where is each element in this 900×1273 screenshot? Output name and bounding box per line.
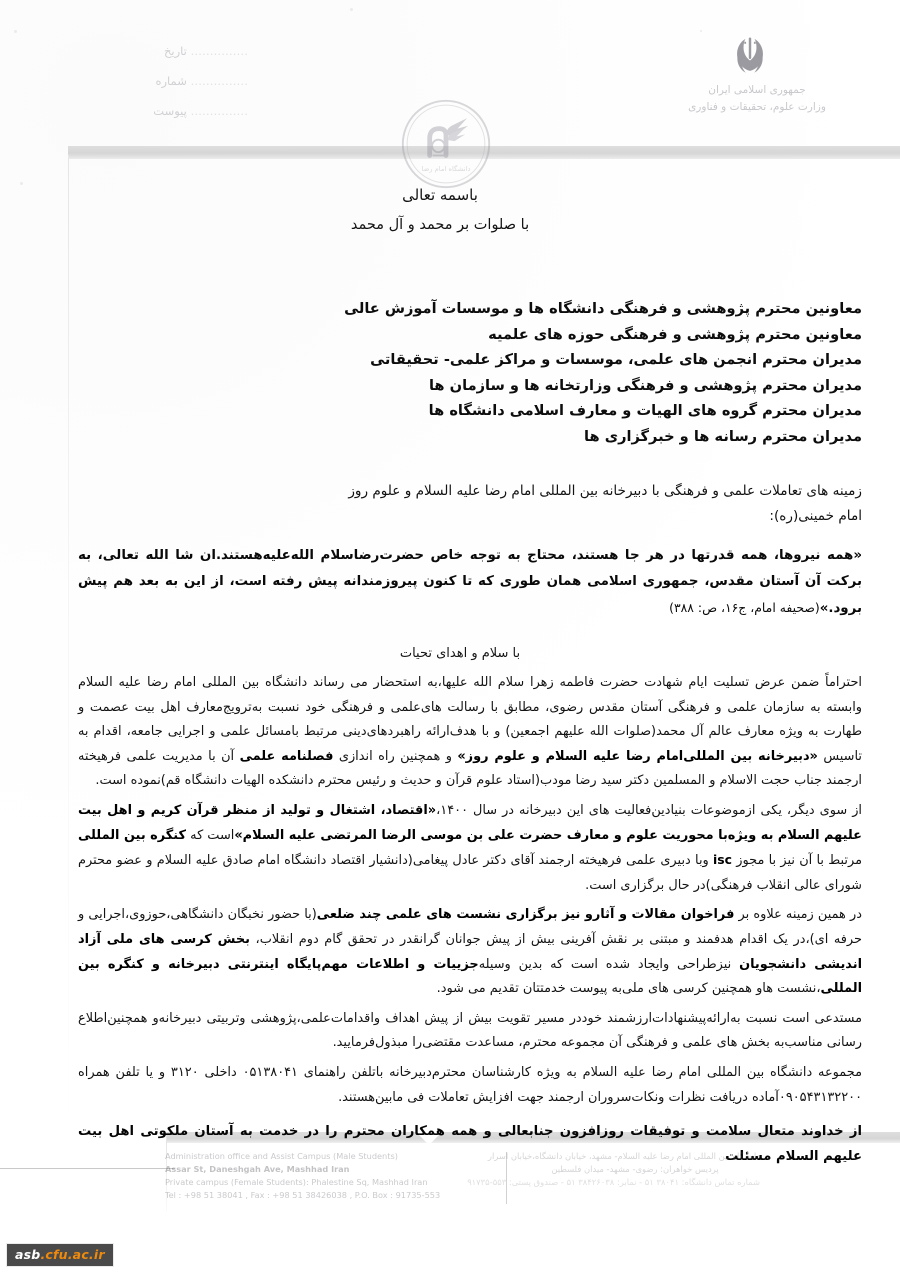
emphasis-run: بخش کرسی های ملی آزاد اندیشی دانشجویان xyxy=(78,931,862,972)
text-run: از سوی دیگر، یکی از‌موضوعات بنیادین‌فعالیت های این دبیرخانه در سال ۱۴۰۰، xyxy=(436,802,862,818)
recipient-line: معاونین محترم پژوهشی و فرهنگی حوزه های علمیه xyxy=(488,325,862,343)
scan-paper-edge-left xyxy=(68,155,69,1135)
scan-speck xyxy=(20,182,23,185)
text-run: احتراماً ضمن عرض تسلیت ایام شهادت حضرت فاطمه زهرا سلام الله علیها،به استحضار می رساند دانشگاه بین المللی امام رضا علیه السلام وابسته به سازمان علمی و فرهنگی آستان مقدس رضوی، مطابق با رسالت های‌علمی و فرهنگی خود نسبت به‌ترویج‌معارف اهل بیت عصمت و طهارت به ویژه معارف عالم آل محمد(صلوات الله علیهم اجمعین) و با هدف‌ارائه راهبردهای‌دینی مرتبط بامسائل علمی و اجرایی جامعه، اقدام به تاسیس xyxy=(78,675,862,764)
invocation-line-1: باسمه تعالی xyxy=(402,186,478,204)
footer-address-en xyxy=(165,1150,495,1202)
footer-en-line: Assar St, Daneshgah Ave, Mashhad Iran xyxy=(165,1164,350,1174)
text-run: و همچنین راه اندازی xyxy=(333,748,458,764)
emphasis-run: فصلنامه علمی xyxy=(239,748,334,764)
emphasis-run: فراخوان مقالات و آثار xyxy=(592,907,735,923)
recipient-line: معاونین محترم پژوهشی و فرهنگی دانشگاه ها و موسسات آموزش عالی xyxy=(344,300,862,317)
imam-khomeini-quote xyxy=(78,543,862,622)
watermark-prefix: asb xyxy=(15,1247,41,1262)
emphasis-run: کنگره بین المللی xyxy=(78,827,187,843)
svg-text:دانشگاه امام رضا: دانشگاه امام رضا xyxy=(421,164,471,173)
subject-line-2: امام خمینی(ره): xyxy=(769,508,862,524)
quote-text: «همه نیروها، همه قدرتها در هر جا هستند، محتاج به توجه خاص حضرت‌رضا‌سلام الله‌علیه‌هستند.ان شا الله تعالی، به برکت آن آستان مقدس، جمهوری اسلامی همان طوری که تا کنون پیروزمندانه پیش رفته است، از این به بعد هم پیش برود.» xyxy=(78,548,862,616)
recipient-line: مدیران محترم رسانه ها و خبرگزاری ها xyxy=(584,427,862,445)
scan-speck xyxy=(350,8,353,11)
letterhead-field-attachment xyxy=(58,96,248,126)
iran-emblem-icon xyxy=(728,36,772,82)
letterhead-fields xyxy=(58,36,248,126)
text-run: در همین زمینه علاوه بر xyxy=(734,907,862,923)
emphasis-run: «اقتصاد، اشتغال و تولید از منظر قرآن کریم و اهل بیت علیهم السلام به ویژه‌با محوریت علوم و معارف حضرت علی بن موسی الرضا المرتضی علیه السلام» xyxy=(78,802,862,843)
invocation-line-2: با صلوات بر محمد و آل محمد xyxy=(350,217,530,233)
letterhead-field-attachment-dots: …………… xyxy=(190,104,248,118)
recipient-line: مدیران محترم انجمن های علمی، موسسات و مراکز علمی- تحقیقاتی xyxy=(370,351,862,368)
text-run: (با حضور نخبگان دانشگاهی،حوزوی،اجرایی و حرفه ای)،در یک اقدام هدفمند و مبتنی بر نقش آفرینی بیش از پیش جوانان گرانقدر در تحقق گام دوم انقلاب، xyxy=(78,907,862,947)
subject-block xyxy=(78,479,862,529)
text-run: و‌با دبیری علمی فرهیخته ارجمند آقای دکتر عادل پیغامی(دانشیار اقتصاد دانشگاه امام صادق علیه السلام و عضو محترم شورای عالی انقلاب فرهنگی)در حال برگزاری است. xyxy=(78,853,862,893)
text-run: ،نشست ها‌و همچنین کرسی های ملی‌به پیوست خدمتتان تقدیم می شود. xyxy=(436,981,821,997)
text-run: مستدعی است نسبت به‌ارائه‌پیشنهادات‌ارزشمند خوددر مسیر تقویت بیش از پیش اهداف و‌اقدامات‌علمی،پژوهشی و‌تربیتی دبیرخانه‌و همچنین‌اطلاع رسانی مناسب‌به بخش های علمی و فرهنگی آن مجموعه محترم، مساعدت مقتضی‌را مبذول‌فرمایید. xyxy=(78,1010,862,1051)
text-run: نیز‌طراحی و‌ایجاد شده است که بدین وسیله‌ xyxy=(478,956,740,972)
letter-body xyxy=(78,180,862,1169)
site-watermark xyxy=(7,1244,113,1266)
footer-fa-line: شماره تماس دانشگاه: ۳۸۰۴۱ ۵۱ - نمابر: ۳۸۴۲۶۰۳۸ ۵۱ - صندوق پستی: ۵۵۳-۹۱۷۳۵ xyxy=(467,1177,760,1187)
body-paragraph-4 xyxy=(78,1007,862,1056)
closing-paragraph: از خداوند متعال سلامت و توفیقات روزافزون جنابعالی و همه همکاران محترم را در خدمت به آستان ملکوتی اهل بیت علیهم السلام مسئلت xyxy=(78,1124,862,1165)
footer-fa-line: دانشگاه بین المللی امام رضا علیه السلام- مشهد، خیابان دانشگاه،خیابان اسرار xyxy=(487,1151,760,1161)
letterhead-field-date-dots: …………… xyxy=(190,44,248,58)
footer-en-line: Private campus (Female Students): Phalestine Sq, Mashhad Iran xyxy=(165,1177,428,1187)
recipient-line: مدیران محترم گروه های الهیات و معارف اسلامی دانشگاه ها xyxy=(428,402,862,419)
watermark-domain: .cfu.ac.ir xyxy=(40,1247,105,1262)
body-paragraph-1 xyxy=(78,671,862,794)
emphasis-run: isc xyxy=(713,852,732,868)
recipient-line: مدیران محترم پژوهشی و فرهنگی وزارتخانه ها و سازمان ها xyxy=(428,376,862,394)
body-paragraph-2 xyxy=(78,799,862,898)
letterhead-field-number-label: شماره xyxy=(155,74,187,88)
quote-citation: (صحیفه امام، ج۱۶، ص: ۳۸۸) xyxy=(669,600,820,615)
emphasis-run: «دبیرخانه بین المللی‌امام رضا علیه السلام و علوم روز» xyxy=(457,748,818,764)
ministry-line-1: جمهوری اسلامی ایران xyxy=(708,84,806,96)
text-run: آن با مدیریت علمی فرهیخته ارجمند جناب حجت الاسلام و المسلمین دکتر سید رضا مودب(استاد علوم قرآن و حدیث و رئیس محترم دانشکده الهیات دانشگاه قم)نموده است. xyxy=(78,748,862,789)
footer-fa-line: پردیس خواهران: رضوی- مشهد- میدان فلسطین xyxy=(551,1164,719,1174)
footer-en-line: Tel : +98 51 38041 , Fax : +98 51 38426038 , P.O. Box : 91735-553 xyxy=(165,1190,441,1200)
letterhead-field-date-label: تاریخ xyxy=(163,44,187,58)
emphasis-run: و نیز برگزاری xyxy=(501,907,593,923)
text-run: مرتبط با آن نیز با مجوز xyxy=(731,853,862,869)
letterhead-field-number-dots: …………… xyxy=(190,74,248,88)
footer-address-fa xyxy=(467,1150,760,1189)
scan-speck xyxy=(700,30,702,32)
body-paragraph-3 xyxy=(78,903,862,1001)
imam-reza-university-logo xyxy=(398,96,494,192)
scan-speck xyxy=(14,30,17,33)
body-paragraph-5 xyxy=(78,1061,862,1110)
footer-en-line: Administration office and Assist Campus (Male Students) xyxy=(165,1151,398,1161)
emphasis-run: جزییات و اطلاعات مهم‌پایگاه اینترنتی دبیرخانه و کنگره بین المللی xyxy=(78,956,862,997)
recipients-list xyxy=(78,296,862,449)
ministry-caption xyxy=(672,82,842,116)
text-run: مجموعه دانشگاه بین المللی امام رضا علیه السلام به ویژه کارشناسان محترم‌دبیرخانه با‌تلفن راهنمای ۰۵۱۳۸۰۴۱ داخلی ۳۱۲۰ و یا تلفن همراه ۰۹۰۵۴۳۱۳۲۲۰۰آماده دریافت نظرات و‌نکات‌سروران ارجمند جهت افزایش تعاملات فی مابین‌هستند. xyxy=(78,1064,862,1105)
subject-line-1: زمینه های تعاملات علمی و فرهنگی با دبیرخانه بین المللی امام رضا علیه السلام و علوم روز xyxy=(348,483,862,499)
emphasis-run: نشست های علمی چند ضلعی xyxy=(316,907,502,923)
ministry-line-2: وزارت علوم، تحقیقات و فناوری xyxy=(688,101,826,113)
text-run: است که xyxy=(186,827,235,843)
letterhead-field-attachment-label: پیوست xyxy=(153,104,187,118)
letter-footer xyxy=(165,1146,770,1216)
letterhead-field-date xyxy=(58,36,248,66)
invocation-block xyxy=(78,180,862,240)
letterhead-field-number xyxy=(58,66,248,96)
greeting-line: با سلام و اهدای تحیات xyxy=(399,646,521,661)
